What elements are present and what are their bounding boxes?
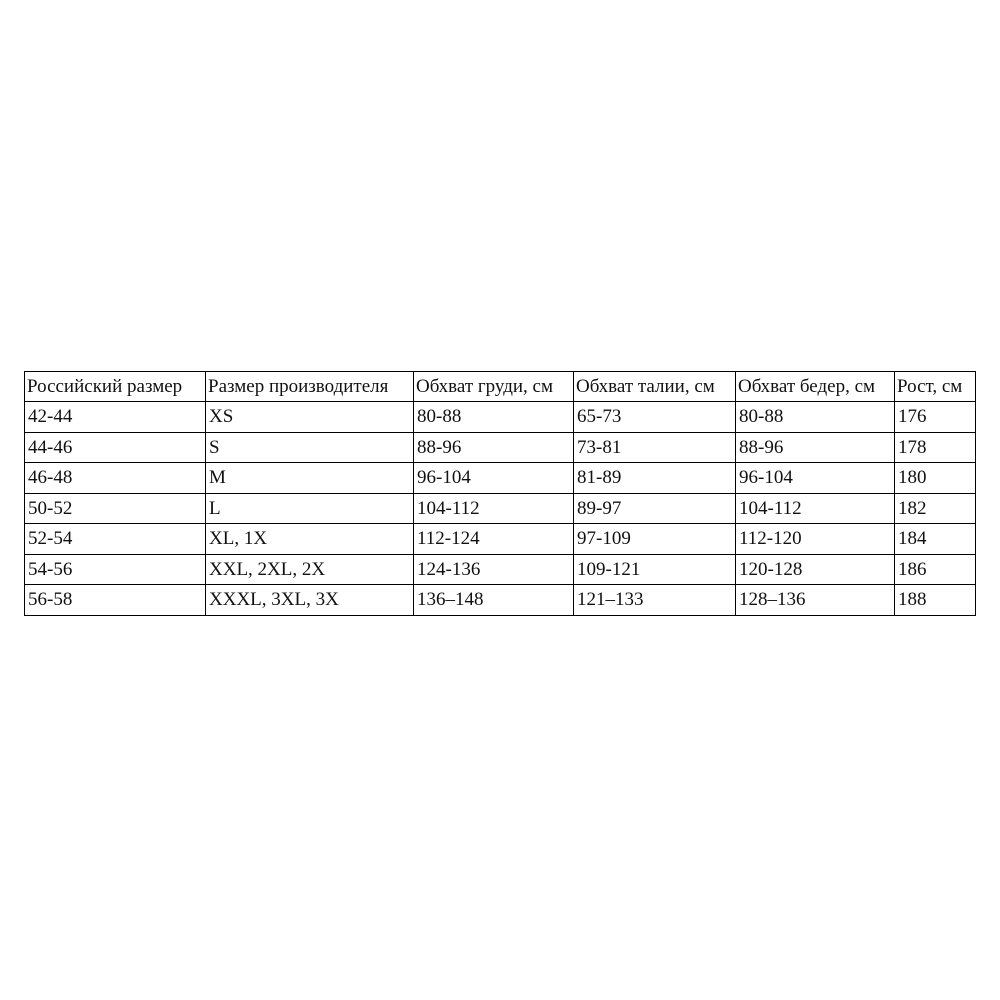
cell-manufacturer-size: XXXL, 3XL, 3X (206, 585, 414, 616)
table-row (25, 524, 976, 555)
cell-manufacturer-size: S (206, 432, 414, 463)
cell-manufacturer-size: XL, 1X (206, 524, 414, 555)
cell-hips: 104-112 (736, 493, 895, 524)
table-row (25, 493, 976, 524)
header-waist: Обхват талии, см (574, 372, 736, 402)
header-chest: Обхват груди, см (414, 372, 574, 402)
cell-chest: 104-112 (414, 493, 574, 524)
cell-russian-size: 42-44 (25, 402, 206, 433)
cell-height: 180 (895, 463, 976, 494)
cell-waist: 121–133 (574, 585, 736, 616)
cell-chest: 136–148 (414, 585, 574, 616)
table-row (25, 585, 976, 616)
header-height: Рост, см (895, 372, 976, 402)
cell-hips: 112-120 (736, 524, 895, 555)
cell-russian-size: 52-54 (25, 524, 206, 555)
table-row (25, 432, 976, 463)
header-manufacturer-size: Размер производителя (206, 372, 414, 402)
header-russian-size: Российский размер (25, 372, 206, 402)
cell-hips: 80-88 (736, 402, 895, 433)
cell-hips: 96-104 (736, 463, 895, 494)
cell-chest: 124-136 (414, 554, 574, 585)
cell-russian-size: 46-48 (25, 463, 206, 494)
cell-russian-size: 54-56 (25, 554, 206, 585)
cell-russian-size: 56-58 (25, 585, 206, 616)
cell-height: 188 (895, 585, 976, 616)
table-row (25, 463, 976, 494)
cell-chest: 88-96 (414, 432, 574, 463)
size-chart-table (24, 371, 976, 616)
cell-height: 176 (895, 402, 976, 433)
cell-hips: 120-128 (736, 554, 895, 585)
cell-manufacturer-size: XXL, 2XL, 2X (206, 554, 414, 585)
cell-chest: 80-88 (414, 402, 574, 433)
table-header-row (25, 372, 976, 402)
cell-manufacturer-size: M (206, 463, 414, 494)
header-hips: Обхват бедер, см (736, 372, 895, 402)
cell-chest: 112-124 (414, 524, 574, 555)
cell-height: 178 (895, 432, 976, 463)
cell-manufacturer-size: XS (206, 402, 414, 433)
cell-waist: 65-73 (574, 402, 736, 433)
cell-chest: 96-104 (414, 463, 574, 494)
cell-waist: 81-89 (574, 463, 736, 494)
table-row (25, 554, 976, 585)
cell-height: 182 (895, 493, 976, 524)
cell-russian-size: 44-46 (25, 432, 206, 463)
table-row (25, 402, 976, 433)
cell-russian-size: 50-52 (25, 493, 206, 524)
cell-height: 184 (895, 524, 976, 555)
cell-waist: 97-109 (574, 524, 736, 555)
cell-height: 186 (895, 554, 976, 585)
cell-waist: 73-81 (574, 432, 736, 463)
cell-manufacturer-size: L (206, 493, 414, 524)
cell-waist: 109-121 (574, 554, 736, 585)
cell-waist: 89-97 (574, 493, 736, 524)
cell-hips: 128–136 (736, 585, 895, 616)
cell-hips: 88-96 (736, 432, 895, 463)
